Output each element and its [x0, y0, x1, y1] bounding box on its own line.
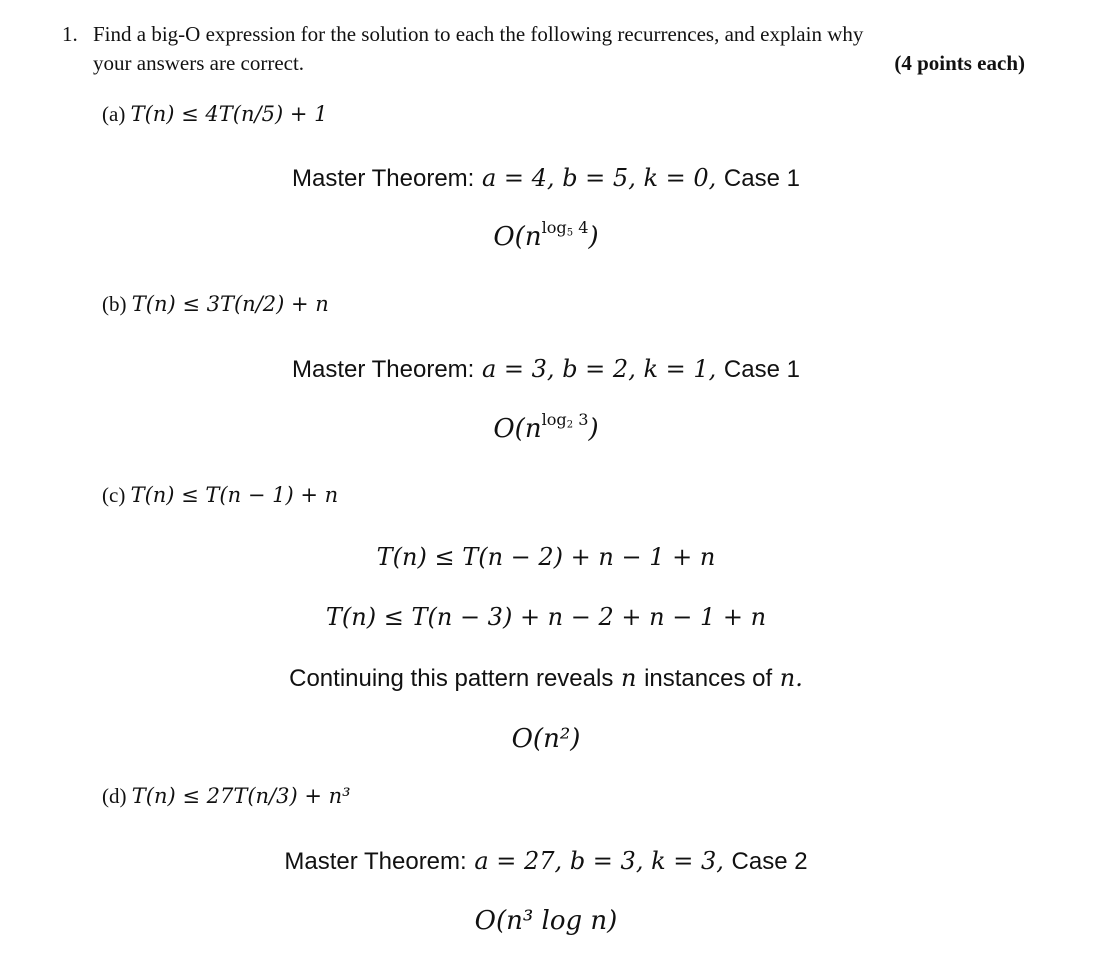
part-b-recurrence: [102, 292, 329, 317]
part-b-method-label: Master Theorem:: [292, 356, 475, 383]
part-b-label: (b): [102, 292, 127, 316]
part-a-recurrence-text: T(n) ≤ 4T(n/5) + 1: [130, 102, 328, 126]
part-c-pattern-var-2: n.: [779, 664, 803, 692]
part-a-method-label: Master Theorem:: [292, 165, 475, 192]
part-a-case: Case 1: [723, 165, 800, 192]
question-text-line1: Find a big-O expression for the solution to each the following recurrences, and explain why: [93, 22, 864, 46]
question-number: 1.: [62, 22, 78, 46]
part-d-case: Case 2: [731, 848, 808, 875]
part-c-step1: T(n) ≤ T(n − 2) + n − 1 + n: [376, 543, 716, 571]
part-c-recurrence: [102, 483, 338, 508]
part-d-master-theorem: [0, 847, 1092, 876]
part-d-recurrence: [102, 784, 351, 809]
part-c-step2: T(n) ≤ T(n − 3) + n − 2 + n − 1 + n: [325, 603, 767, 631]
part-b-master-theorem: [0, 355, 1092, 384]
part-a-master-theorem: [0, 164, 1092, 193]
part-c-recurrence-text: T(n) ≤ T(n − 1) + n: [130, 483, 339, 507]
part-d-params: a = 27, b = 3, k = 3,: [474, 847, 724, 875]
part-a-params: a = 4, b = 5, k = 0,: [481, 164, 717, 192]
part-d-recurrence-text: T(n) ≤ 27T(n/3) + n³: [131, 784, 351, 808]
part-c-pattern-text-1: Continuing this pattern reveals: [289, 665, 614, 692]
part-c-pattern-text-2: instances of: [644, 665, 773, 692]
part-c-pattern: [0, 664, 1092, 693]
part-b-recurrence-text: T(n) ≤ 3T(n/2) + n: [131, 292, 329, 316]
part-b-case: Case 1: [723, 356, 800, 383]
part-c-label: (c): [102, 483, 126, 507]
part-d-result: O(n³ log n): [474, 906, 618, 936]
part-a-result: $O(n^{log_5 4})$: [493, 217, 599, 252]
part-c-pattern-var-1: n: [620, 664, 637, 692]
part-a-recurrence: [102, 102, 327, 127]
part-a-label: (a): [102, 102, 126, 126]
part-b-params: a = 3, b = 2, k = 1,: [481, 355, 717, 383]
points-label: (4 points each): [894, 51, 1025, 75]
part-d-label: (d): [102, 784, 127, 808]
question-text-line2: your answers are correct.: [93, 51, 305, 75]
part-c-result: O(n²): [511, 724, 581, 754]
part-b-result: $O(n^{log_2 3})$: [493, 409, 599, 444]
part-d-method-label: Master Theorem:: [284, 848, 467, 875]
